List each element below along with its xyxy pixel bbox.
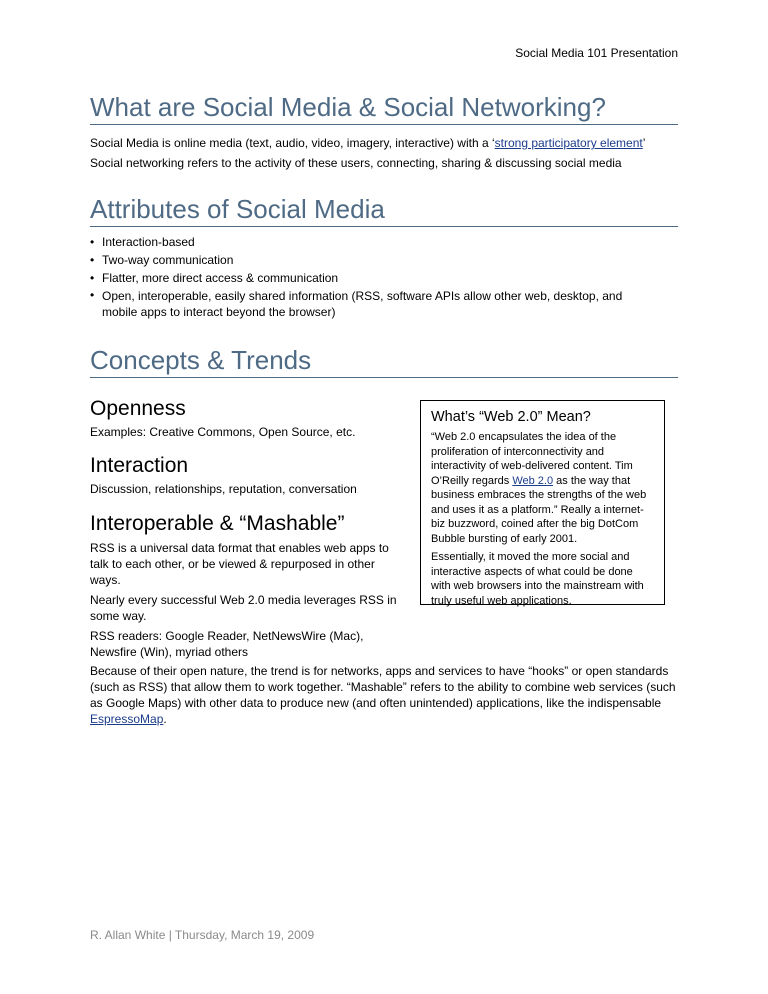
list-item (90, 233, 655, 251)
subheading-openness: Openness (90, 397, 186, 420)
bullet-icon: • (90, 253, 95, 267)
list-item-text: Two-way communication (102, 253, 234, 267)
interop-paragraph-3: RSS readers: Google Reader, NetNewsWire (Mac), Newsfire (Win), myriad others (90, 629, 364, 659)
sidebar-title: What’s “Web 2.0” Mean? (431, 409, 591, 425)
footer-author-date: R. Allan White | Thursday, March 19, 2009 (90, 928, 315, 942)
list-item (90, 251, 655, 269)
definition-social-networking: Social networking refers to the activity of these users, connecting, sharing & discussing social media (90, 156, 622, 170)
interop-paragraph-2: Nearly every successful Web 2.0 media leverages RSS in some way. (90, 593, 397, 623)
sidebar-paragraph-1 (431, 430, 654, 546)
bullet-icon: • (90, 271, 95, 285)
espressomap-link[interactable]: EspressoMap (90, 712, 164, 726)
section-heading-attributes: Attributes of Social Media (90, 194, 678, 227)
section-heading-concepts: Concepts & Trends (90, 345, 678, 378)
interop-paragraph-1: RSS is a universal data format that enables web apps to talk to each other, or be viewed & repurposed in other ways. (90, 541, 389, 587)
closing-text: Because of their open nature, the trend is for networks, apps and services to have “hooks” or open standards (such as RSS) that allow them to work together. “Mashable” refers to the ability to combine web services (such as Google Maps) with other data to produce new (and often unintended) applications, like the indispensable (90, 664, 676, 710)
web20-link[interactable]: Web 2.0 (512, 474, 554, 487)
sidebar-text: “Web 2.0 encapsulates the idea of the proliferation of interconnectivity and interactivity of web-delivered content. Tim O’Reilly regards (431, 431, 633, 487)
definition-text: Social Media is online media (text, audio, video, imagery, interactive) with a ‘ (90, 136, 495, 150)
attributes-list (90, 233, 655, 320)
document-header: Social Media 101 Presentation (515, 46, 678, 60)
sidebar-text-end: as the way that business embraces the strengths of the web and uses it as a platform.” Really a internet-biz buzzword, coined after the big DotCom Bubble bursting of early 2001. (431, 474, 647, 545)
list-item (90, 287, 655, 320)
definition-social-media (90, 135, 645, 151)
sidebar-paragraph-2: Essentially, it moved the more social and interactive aspects of what could be done with web browsers into the mainstream with truly useful web applications. (431, 551, 644, 607)
list-item-text: Interaction-based (102, 235, 195, 249)
closing-text-end: . (163, 712, 167, 726)
list-item-text: Flatter, more direct access & communication (102, 271, 339, 285)
definition-text-end: ’ (642, 136, 646, 150)
openness-text: Examples: Creative Commons, Open Source, etc. (90, 425, 356, 439)
subheading-interoperable: Interoperable & “Mashable” (90, 512, 345, 535)
list-item (90, 269, 655, 287)
closing-paragraph (90, 663, 680, 727)
bullet-icon: • (90, 235, 95, 249)
strong-participatory-element-link[interactable]: strong participatory element (494, 136, 643, 150)
web20-sidebar-box (420, 400, 665, 605)
bullet-icon: • (90, 288, 95, 302)
list-item-text: Open, interoperable, easily shared information (RSS, software APIs allow other web, desktop, and mobile apps to interact beyond the browser) (102, 289, 623, 319)
interaction-text: Discussion, relationships, reputation, conversation (90, 482, 357, 496)
subheading-interaction: Interaction (90, 454, 189, 477)
section-heading-social-media: What are Social Media & Social Networking? (90, 92, 678, 125)
